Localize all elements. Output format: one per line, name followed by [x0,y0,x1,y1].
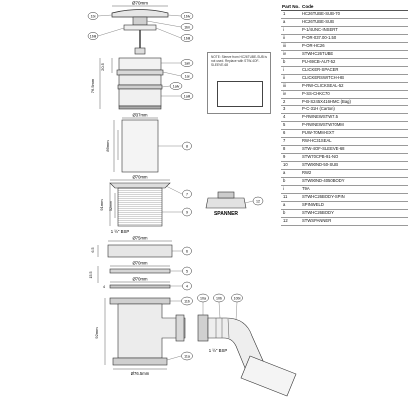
part-number-cell: 12 [281,217,301,225]
dim-20-5-label: 20.5 [100,63,105,71]
header-code: Code [301,4,408,11]
dim-70-gasket-label: Ø70mm [132,260,148,266]
part-code-cell: STWSPANNER [301,217,408,225]
dim-76-5-label: 76.5mm [90,78,95,94]
part-code-cell: STWHC26TUBE [301,50,408,58]
part-code-cell: P-RWNEWSTW7.5 [301,114,408,122]
part-code-cell: P-1/4UNC-INSERT [301,27,408,35]
callout-9: 9 [186,210,188,215]
table-row [281,50,408,58]
part-code-cell: PUW-70MM-EXT [301,130,408,138]
callout-1bi: 1bi [90,14,96,19]
thread-bsp-label: 1 ½" BSP [110,229,130,234]
table-row [281,130,408,138]
part-code-cell: STW70CPB-91-NO [301,154,408,162]
body-part-11 [94,298,185,376]
dim-4-label: 4 [103,285,105,289]
parts-table [281,4,408,226]
table-row [281,193,408,201]
part-code-cell: P-OR-HC26 [301,42,408,50]
note-box [207,52,271,114]
header-part-no: Part No. [282,4,300,9]
parts-table-header [281,4,408,11]
part-code-cell: P-RWNEWSTW70MM [301,122,408,130]
callout-1aii: 1aii [184,61,190,66]
table-row [281,66,408,74]
table-row [281,154,408,162]
tube-assembly [117,58,163,109]
part-code-cell: STWHC26BODY [301,209,408,217]
dimension-top-cap [112,1,168,7]
dim-70-mid-label: Ø70mm [132,174,148,180]
part-code-cell: CLICKER-SPACER [301,66,408,74]
parts-table-body [281,11,408,225]
part-number-cell: b [281,58,301,66]
part-code-cell: P-RW-CLICKSEAL-52 [301,82,408,90]
callout-1biv: 1biv [183,14,191,19]
spanner-label: SPANNER [213,211,239,217]
part-code-cell: P-B-S245X416HMC (Bag) [301,98,408,106]
part-code-cell: T9A [301,185,408,193]
part-number-cell: iv [281,90,301,98]
table-row [281,58,408,66]
dim-70-ring-label: Ø70mm [132,276,148,282]
callout-1ai: 1ai [184,74,190,79]
part-number-cell: ii [281,35,301,43]
part-number-cell: iv [281,50,301,58]
table-row [281,169,408,177]
callout-10a: 10a [200,296,206,301]
dim-75-label: Ø75mm [132,235,148,241]
callout-1aiii: 1aiii [183,94,191,99]
table-row [281,209,408,217]
table-row [281,138,408,146]
threaded-body-part-9 [99,183,162,234]
table-row [281,11,408,19]
part-number-cell: a [281,169,301,177]
part-number-cell: 9 [281,154,301,162]
table-row [281,27,408,35]
callout-4: 4 [186,284,188,289]
callout-11a: 11a [184,354,190,359]
dim-92-label: 92mm [94,327,99,339]
table-row [281,19,408,27]
callout-1bii: 1bii [184,25,190,30]
part-number-cell: i [281,185,301,193]
table-row [281,42,408,50]
callout-1aiv: 1aiv [172,84,180,89]
part-code-cell: STW90ND-50-SUB [301,162,408,170]
part-number-cell: iii [281,42,301,50]
part-number-cell: 1 [281,11,301,19]
table-row [281,106,408,114]
callout-10bi: 10bi [233,296,241,301]
dim-52-label: 52mm [109,201,113,211]
ring-part-4 [103,277,170,290]
callout-1biii-right: 1biii [183,36,191,41]
part-code-cell: HC26TUBE-SUB [301,19,408,27]
part-number-cell: 6 [281,130,301,138]
callout-6: 6 [186,249,188,254]
table-row [281,74,408,82]
table-row [281,177,408,185]
table-row [281,185,408,193]
part-number-cell: 5 [281,122,301,130]
thread2-bsp-label: 1 ½" BSP [208,348,228,353]
part-number-cell: b [281,177,301,185]
part-number-cell: 11 [281,193,301,201]
part-code-cell: P-C-31H (Carton) [301,106,408,114]
table-row [281,35,408,43]
part-code-cell: HC26TUBE-SUB-70 [301,11,408,19]
cap-assembly [112,10,168,55]
dim-76-5-body-label: Ø76.5mm [130,371,150,376]
table-row [281,201,408,209]
elbow-part-10 [198,315,296,396]
callout-5: 5 [186,269,188,274]
spanner-part-12 [206,192,246,217]
part-number-cell: iii [281,82,301,90]
part-code-cell: SPINWELD [301,201,408,209]
dim-89-label: 89mm [105,140,110,152]
part-code-cell: P-OR-037.00-1.50 [301,35,408,43]
table-row [281,122,408,130]
table-row [281,217,408,225]
seal-part-5 [89,261,170,284]
part-number-cell: ii [281,74,301,82]
dimension-tube [90,58,112,109]
part-number-cell: 8 [281,146,301,154]
callout-12: 12 [256,199,260,204]
table-row [281,162,408,170]
part-number-cell: 3 [281,106,301,114]
table-row [281,82,408,90]
note-text: NOTE: Sleeve from HC26TUBE-SUB is not used. Replace with STW-4OF-SLEEVE-68 [211,55,267,67]
callout-10b: 10b [216,296,222,301]
part-number-cell: i [281,27,301,35]
part-code-cell: CLICKERSWITCH-HB [301,74,408,82]
flange-part-7 [110,175,170,189]
part-number-cell: 7 [281,138,301,146]
note-sleeve-sketch [217,81,263,107]
part-number-cell: a [281,19,301,27]
dim-top-cap-label: Ø70mm [131,0,149,6]
table-row [281,146,408,154]
part-number-cell: i [281,66,301,74]
part-code-cell: P-SS-CHKC70 [301,90,408,98]
dim-37-label: Ø37mm [132,112,148,118]
table-row [281,98,408,106]
callout-7: 7 [186,192,188,197]
part-number-cell: 4 [281,114,301,122]
dim-6-5-label: 6.5 [91,247,95,253]
callout-1biii: 1biii [89,34,97,39]
part-number-cell: b [281,209,301,217]
dim-15-5-label: 15.5 [89,271,93,279]
sleeve-part-8 [105,113,158,173]
part-number-cell: 2 [281,98,301,106]
table-row [281,90,408,98]
part-code-cell: RW2 [301,169,408,177]
callout-8: 8 [186,144,188,149]
part-code-cell: STW-4OF-SLEEVE-68 [301,146,408,154]
part-number-cell: 10 [281,162,301,170]
gasket-part-6 [91,236,172,258]
dim-91-label: 91mm [99,199,104,211]
part-number-cell: a [281,201,301,209]
part-code-cell: RW-HC31SEAL [301,138,408,146]
table-row [281,114,408,122]
part-code-cell: PU-69CB-AUT-52 [301,58,408,66]
part-code-cell: STW90ND-4050BODY [301,177,408,185]
callout-11b: 11b [184,299,190,304]
part-code-cell: STWHC26BODY-SPIN [301,193,408,201]
